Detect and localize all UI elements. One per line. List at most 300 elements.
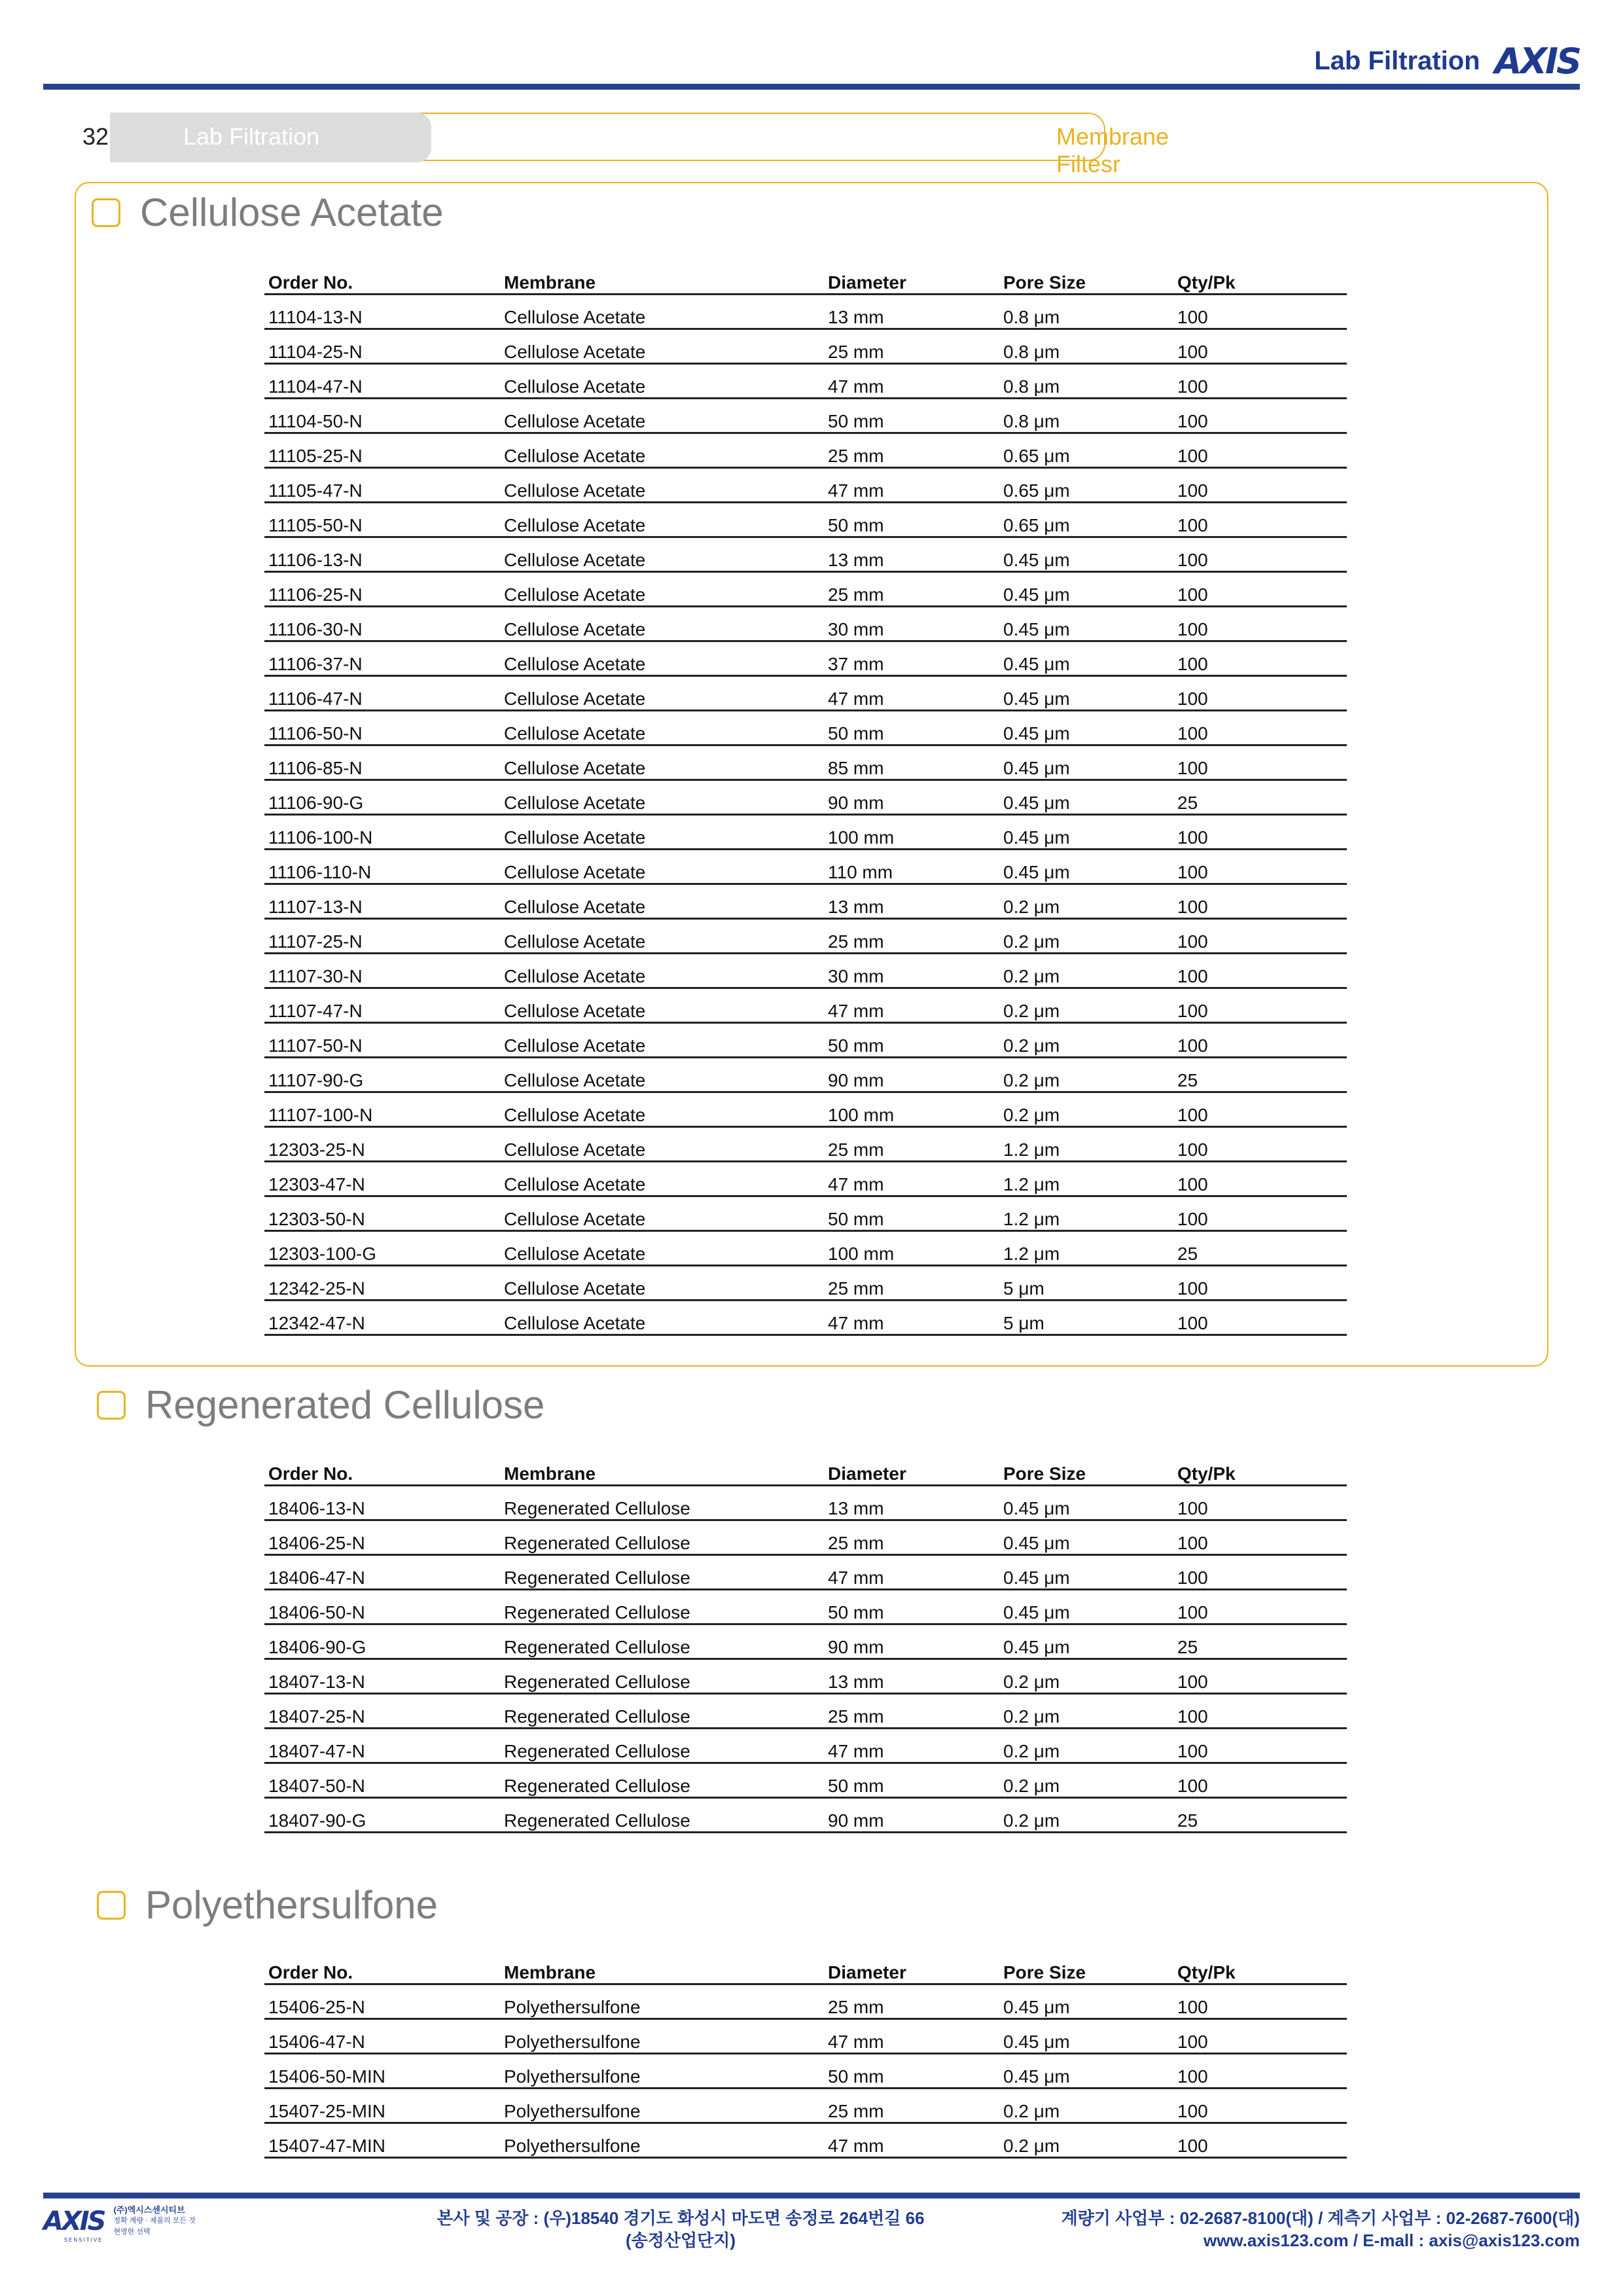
footer-logo-sub: SENSITIVE — [63, 2236, 103, 2243]
diameter-cell: 13 mm — [824, 884, 999, 919]
order-no-cell: 11107-100-N — [264, 1092, 500, 1127]
qty-pk-cell: 100 — [1173, 295, 1347, 329]
membrane-cell: Regenerated Cellulose — [500, 1694, 824, 1729]
qty-pk-cell: 100 — [1173, 1659, 1347, 1694]
qty-pk-cell: 100 — [1173, 919, 1347, 954]
table-row — [264, 1092, 1347, 1127]
table-row — [264, 919, 1347, 954]
pore-size-cell: 1.2 μm — [999, 1127, 1173, 1162]
footer-rule — [43, 2193, 1580, 2198]
table-row — [264, 1023, 1347, 1058]
membrane-cell: Regenerated Cellulose — [500, 1763, 824, 1798]
membrane-cell: Regenerated Cellulose — [500, 1486, 824, 1520]
diameter-cell: 47 mm — [824, 468, 999, 503]
diameter-cell: 47 mm — [824, 1162, 999, 1196]
pore-size-cell: 0.45 μm — [999, 1520, 1173, 1555]
diameter-cell: 25 mm — [824, 2089, 999, 2123]
qty-pk-cell: 100 — [1173, 1763, 1347, 1798]
pore-size-cell: 0.45 μm — [999, 815, 1173, 850]
diameter-cell: 25 mm — [824, 1694, 999, 1729]
qty-pk-cell: 100 — [1173, 503, 1347, 537]
membrane-cell: Cellulose Acetate — [500, 745, 824, 780]
membrane-cell: Regenerated Cellulose — [500, 1590, 824, 1624]
qty-pk-cell: 100 — [1173, 1023, 1347, 1058]
section-title-text: Regenerated Cellulose — [145, 1383, 545, 1427]
order-no-cell: 11106-90-G — [264, 780, 500, 815]
order-no-cell: 18407-90-G — [264, 1798, 500, 1833]
qty-pk-cell: 100 — [1173, 884, 1347, 919]
table-row — [264, 399, 1347, 433]
diameter-cell: 47 mm — [824, 1555, 999, 1590]
diameter-cell: 50 mm — [824, 399, 999, 433]
membrane-cell: Cellulose Acetate — [500, 641, 824, 676]
pore-size-cell: 0.45 μm — [999, 641, 1173, 676]
pore-size-cell: 0.45 μm — [999, 1486, 1173, 1520]
company-name: (주)엑시스센시티브 — [113, 2205, 185, 2215]
membrane-cell: Polyethersulfone — [500, 2054, 824, 2089]
pore-size-cell: 0.2 μm — [999, 2089, 1173, 2123]
table-row — [264, 364, 1347, 399]
pore-size-cell: 0.8 μm — [999, 329, 1173, 364]
order-no-cell: 11106-25-N — [264, 572, 500, 607]
company-slogan-1: 정확 계량 · 제품의 모든 것 — [113, 2217, 196, 2225]
col-header-pore-size: Pore Size — [999, 266, 1173, 295]
order-no-cell: 12342-47-N — [264, 1300, 500, 1335]
diameter-cell: 13 mm — [824, 1486, 999, 1520]
contact-web-email[interactable]: www.axis123.com / E-mall : axis@axis123.com — [1203, 2231, 1580, 2250]
table-header-row — [264, 266, 1347, 295]
order-no-cell: 15407-47-MIN — [264, 2123, 500, 2158]
order-no-cell: 11105-25-N — [264, 433, 500, 468]
order-no-cell: 11105-47-N — [264, 468, 500, 503]
diameter-cell: 50 mm — [824, 2054, 999, 2089]
table-row — [264, 607, 1347, 641]
diameter-cell: 25 mm — [824, 1266, 999, 1300]
checkbox-icon — [97, 1391, 126, 1420]
table-row — [264, 745, 1347, 780]
qty-pk-cell: 100 — [1173, 1555, 1347, 1590]
membrane-cell: Cellulose Acetate — [500, 711, 824, 745]
membrane-cell: Polyethersulfone — [500, 2089, 824, 2123]
diameter-cell: 47 mm — [824, 2123, 999, 2158]
qty-pk-cell: 100 — [1173, 954, 1347, 988]
table-row — [264, 1162, 1347, 1196]
col-header-pore-size: Pore Size — [999, 1457, 1173, 1486]
diameter-cell: 13 mm — [824, 295, 999, 329]
order-no-cell: 11106-110-N — [264, 850, 500, 884]
col-header-qty-pk: Qty/Pk — [1173, 1457, 1347, 1486]
membrane-cell: Cellulose Acetate — [500, 295, 824, 329]
address-line-1: 본사 및 공장 : (우)18540 경기도 화성시 마도면 송정로 264번길 66 — [437, 2208, 925, 2228]
pore-size-cell: 1.2 μm — [999, 1196, 1173, 1231]
qty-pk-cell: 100 — [1173, 1984, 1347, 2019]
pore-size-cell: 0.2 μm — [999, 988, 1173, 1023]
order-no-cell: 11107-47-N — [264, 988, 500, 1023]
membrane-cell: Cellulose Acetate — [500, 364, 824, 399]
diameter-cell: 50 mm — [824, 1023, 999, 1058]
order-no-cell: 11104-47-N — [264, 364, 500, 399]
table-row — [264, 641, 1347, 676]
table-row — [264, 711, 1347, 745]
diameter-cell: 50 mm — [824, 711, 999, 745]
pore-size-cell: 0.2 μm — [999, 954, 1173, 988]
table-row — [264, 954, 1347, 988]
table-row — [264, 1624, 1347, 1659]
pore-size-cell: 0.45 μm — [999, 745, 1173, 780]
pore-size-cell: 0.2 μm — [999, 1729, 1173, 1763]
order-no-cell: 12303-47-N — [264, 1162, 500, 1196]
footer-contact — [1061, 2207, 1580, 2251]
diameter-cell: 50 mm — [824, 1196, 999, 1231]
col-header-qty-pk: Qty/Pk — [1173, 1956, 1347, 1984]
table-row — [264, 1300, 1347, 1335]
col-header-diameter: Diameter — [824, 266, 999, 295]
pore-size-cell: 0.2 μm — [999, 1058, 1173, 1092]
table-row — [264, 433, 1347, 468]
qty-pk-cell: 100 — [1173, 1266, 1347, 1300]
pore-size-cell: 0.45 μm — [999, 780, 1173, 815]
pore-size-cell: 0.2 μm — [999, 1092, 1173, 1127]
qty-pk-cell: 100 — [1173, 329, 1347, 364]
qty-pk-cell: 100 — [1173, 1694, 1347, 1729]
diameter-cell: 100 mm — [824, 1092, 999, 1127]
table-row — [264, 1058, 1347, 1092]
pore-size-cell: 0.2 μm — [999, 1023, 1173, 1058]
header-rule — [43, 84, 1580, 90]
axis-logo — [1495, 41, 1580, 82]
table-row — [264, 468, 1347, 503]
diameter-cell: 25 mm — [824, 1520, 999, 1555]
membrane-cell: Cellulose Acetate — [500, 1231, 824, 1266]
qty-pk-cell: 100 — [1173, 2054, 1347, 2089]
diameter-cell: 25 mm — [824, 919, 999, 954]
order-no-cell: 11106-30-N — [264, 607, 500, 641]
diameter-cell: 25 mm — [824, 1127, 999, 1162]
diameter-cell: 100 mm — [824, 815, 999, 850]
qty-pk-cell: 25 — [1173, 780, 1347, 815]
order-no-cell: 11106-100-N — [264, 815, 500, 850]
table-row — [264, 1984, 1347, 2019]
membrane-cell: Cellulose Acetate — [500, 1092, 824, 1127]
membrane-cell: Regenerated Cellulose — [500, 1798, 824, 1833]
diameter-cell: 25 mm — [824, 572, 999, 607]
order-no-cell: 18407-47-N — [264, 1729, 500, 1763]
membrane-cell: Cellulose Acetate — [500, 537, 824, 572]
qty-pk-cell: 25 — [1173, 1798, 1347, 1833]
table-row — [264, 1763, 1347, 1798]
order-no-cell: 12342-25-N — [264, 1266, 500, 1300]
qty-pk-cell: 100 — [1173, 676, 1347, 711]
order-no-cell: 18406-13-N — [264, 1486, 500, 1520]
diameter-cell: 90 mm — [824, 780, 999, 815]
polyethersulfone-table — [264, 1956, 1347, 2159]
membrane-cell: Cellulose Acetate — [500, 503, 824, 537]
pore-size-cell: 0.8 μm — [999, 399, 1173, 433]
order-no-cell: 11104-13-N — [264, 295, 500, 329]
membrane-cell: Polyethersulfone — [500, 2019, 824, 2054]
order-no-cell: 12303-25-N — [264, 1127, 500, 1162]
table-row — [264, 2089, 1347, 2123]
col-header-membrane: Membrane — [500, 266, 824, 295]
table-row — [264, 1590, 1347, 1624]
diameter-cell: 85 mm — [824, 745, 999, 780]
diameter-cell: 50 mm — [824, 1590, 999, 1624]
table-row — [264, 1694, 1347, 1729]
order-no-cell: 18406-90-G — [264, 1624, 500, 1659]
diameter-cell: 30 mm — [824, 954, 999, 988]
qty-pk-cell: 100 — [1173, 364, 1347, 399]
order-no-cell: 11106-85-N — [264, 745, 500, 780]
pore-size-cell: 5 μm — [999, 1300, 1173, 1335]
order-no-cell: 15406-47-N — [264, 2019, 500, 2054]
contact-phones: 계량기 사업부 : 02-2687-8100(대) / 계측기 사업부 : 02-2687-7600(대) — [1061, 2208, 1580, 2228]
qty-pk-cell: 100 — [1173, 641, 1347, 676]
membrane-cell: Cellulose Acetate — [500, 1162, 824, 1196]
membrane-cell: Polyethersulfone — [500, 1984, 824, 2019]
qty-pk-cell: 100 — [1173, 1092, 1347, 1127]
table-row — [264, 1555, 1347, 1590]
membrane-cell: Cellulose Acetate — [500, 1300, 824, 1335]
diameter-cell: 13 mm — [824, 537, 999, 572]
diameter-cell: 47 mm — [824, 364, 999, 399]
order-no-cell: 11107-13-N — [264, 884, 500, 919]
pore-size-cell: 0.2 μm — [999, 884, 1173, 919]
col-header-qty-pk: Qty/Pk — [1173, 266, 1347, 295]
membrane-cell: Cellulose Acetate — [500, 399, 824, 433]
membrane-cell: Polyethersulfone — [500, 2123, 824, 2158]
table-row — [264, 1729, 1347, 1763]
diameter-cell: 25 mm — [824, 329, 999, 364]
pore-size-cell: 0.2 μm — [999, 2123, 1173, 2158]
pore-size-cell: 0.2 μm — [999, 919, 1173, 954]
diameter-cell: 50 mm — [824, 1763, 999, 1798]
order-no-cell: 18407-13-N — [264, 1659, 500, 1694]
qty-pk-cell: 100 — [1173, 1486, 1347, 1520]
table-row — [264, 676, 1347, 711]
pore-size-cell: 0.45 μm — [999, 1555, 1173, 1590]
order-no-cell: 11106-47-N — [264, 676, 500, 711]
membrane-cell: Regenerated Cellulose — [500, 1624, 824, 1659]
col-header-diameter: Diameter — [824, 1956, 999, 1984]
table-row — [264, 1520, 1347, 1555]
table-row — [264, 1266, 1347, 1300]
footer-company — [114, 2204, 196, 2238]
membrane-cell: Cellulose Acetate — [500, 468, 824, 503]
pore-size-cell: 0.65 μm — [999, 503, 1173, 537]
diameter-cell: 90 mm — [824, 1058, 999, 1092]
diameter-cell: 30 mm — [824, 607, 999, 641]
order-no-cell: 12303-100-G — [264, 1231, 500, 1266]
col-header-order-no: Order No. — [264, 1457, 500, 1486]
diameter-cell: 47 mm — [824, 2019, 999, 2054]
order-no-cell: 11107-90-G — [264, 1058, 500, 1092]
axis-logo-text: AXIS — [1494, 41, 1580, 82]
diameter-cell: 47 mm — [824, 1300, 999, 1335]
membrane-cell: Cellulose Acetate — [500, 1058, 824, 1092]
order-no-cell: 11106-13-N — [264, 537, 500, 572]
table-row — [264, 1231, 1347, 1266]
col-header-membrane: Membrane — [500, 1956, 824, 1984]
diameter-cell: 47 mm — [824, 1729, 999, 1763]
pore-size-cell: 0.45 μm — [999, 572, 1173, 607]
membrane-cell: Regenerated Cellulose — [500, 1520, 824, 1555]
membrane-cell: Cellulose Acetate — [500, 780, 824, 815]
qty-pk-cell: 100 — [1173, 850, 1347, 884]
diameter-cell: 110 mm — [824, 850, 999, 884]
order-no-cell: 11107-25-N — [264, 919, 500, 954]
footer-logo-text: AXIS — [43, 2206, 105, 2236]
order-no-cell: 11105-50-N — [264, 503, 500, 537]
membrane-cell: Cellulose Acetate — [500, 850, 824, 884]
diameter-cell: 90 mm — [824, 1798, 999, 1833]
section-name: Membrane Filtesr — [1056, 123, 1169, 177]
qty-pk-cell: 100 — [1173, 607, 1347, 641]
pore-size-cell: 0.2 μm — [999, 1659, 1173, 1694]
order-no-cell: 11106-37-N — [264, 641, 500, 676]
order-no-cell: 18406-25-N — [264, 1520, 500, 1555]
col-header-order-no: Order No. — [264, 1956, 500, 1984]
pore-size-cell: 0.45 μm — [999, 1590, 1173, 1624]
checkbox-icon — [92, 198, 120, 227]
order-no-cell: 15406-25-N — [264, 1984, 500, 2019]
pore-size-cell: 0.2 μm — [999, 1763, 1173, 1798]
order-no-cell: 11106-50-N — [264, 711, 500, 745]
qty-pk-cell: 25 — [1173, 1231, 1347, 1266]
qty-pk-cell: 25 — [1173, 1624, 1347, 1659]
order-no-cell: 11107-30-N — [264, 954, 500, 988]
qty-pk-cell: 100 — [1173, 1729, 1347, 1763]
col-header-order-no: Order No. — [264, 266, 500, 295]
membrane-cell: Cellulose Acetate — [500, 954, 824, 988]
membrane-cell: Cellulose Acetate — [500, 1266, 824, 1300]
order-no-cell: 11104-50-N — [264, 399, 500, 433]
qty-pk-cell: 100 — [1173, 2019, 1347, 2054]
order-no-cell: 18407-50-N — [264, 1763, 500, 1798]
table-header-row — [264, 1956, 1347, 1984]
pore-size-cell: 0.45 μm — [999, 711, 1173, 745]
pore-size-cell: 0.45 μm — [999, 1984, 1173, 2019]
table-row — [264, 1196, 1347, 1231]
header-title: Lab Filtration — [1314, 46, 1480, 75]
membrane-cell: Cellulose Acetate — [500, 607, 824, 641]
table-row — [264, 295, 1347, 329]
col-header-pore-size: Pore Size — [999, 1956, 1173, 1984]
membrane-cell: Cellulose Acetate — [500, 815, 824, 850]
diameter-cell: 25 mm — [824, 433, 999, 468]
order-no-cell: 18407-25-N — [264, 1694, 500, 1729]
pore-size-cell: 0.45 μm — [999, 607, 1173, 641]
membrane-cell: Cellulose Acetate — [500, 1023, 824, 1058]
table-row — [264, 850, 1347, 884]
table-row — [264, 1486, 1347, 1520]
qty-pk-cell: 100 — [1173, 1520, 1347, 1555]
diameter-cell: 50 mm — [824, 503, 999, 537]
qty-pk-cell: 100 — [1173, 1162, 1347, 1196]
pore-size-cell: 0.45 μm — [999, 850, 1173, 884]
footer-logo-block — [43, 2204, 196, 2243]
pore-size-cell: 0.45 μm — [999, 2054, 1173, 2089]
pore-size-cell: 0.8 μm — [999, 295, 1173, 329]
membrane-cell: Regenerated Cellulose — [500, 1555, 824, 1590]
pore-size-cell: 0.45 μm — [999, 676, 1173, 711]
membrane-cell: Cellulose Acetate — [500, 572, 824, 607]
pore-size-cell: 0.65 μm — [999, 468, 1173, 503]
membrane-cell: Cellulose Acetate — [500, 1196, 824, 1231]
pore-size-cell: 0.2 μm — [999, 1694, 1173, 1729]
table-row — [264, 1798, 1347, 1833]
pore-size-cell: 0.45 μm — [999, 2019, 1173, 2054]
qty-pk-cell: 25 — [1173, 1058, 1347, 1092]
table-row — [264, 2123, 1347, 2158]
pore-size-cell: 1.2 μm — [999, 1231, 1173, 1266]
diameter-cell: 13 mm — [824, 1659, 999, 1694]
qty-pk-cell: 100 — [1173, 468, 1347, 503]
section-title-text: Cellulose Acetate — [140, 190, 444, 234]
order-no-cell: 11107-50-N — [264, 1023, 500, 1058]
page-tab-bar — [43, 113, 1169, 177]
pore-size-cell: 5 μm — [999, 1266, 1173, 1300]
footer-axis-logo — [43, 2206, 105, 2243]
qty-pk-cell: 100 — [1173, 1127, 1347, 1162]
order-no-cell: 18406-50-N — [264, 1590, 500, 1624]
qty-pk-cell: 100 — [1173, 815, 1347, 850]
pore-size-cell: 0.2 μm — [999, 1798, 1173, 1833]
pore-size-cell: 1.2 μm — [999, 1162, 1173, 1196]
order-no-cell: 18406-47-N — [264, 1555, 500, 1590]
table-row — [264, 1127, 1347, 1162]
membrane-cell: Cellulose Acetate — [500, 329, 824, 364]
membrane-cell: Regenerated Cellulose — [500, 1729, 824, 1763]
membrane-cell: Cellulose Acetate — [500, 988, 824, 1023]
checkbox-icon — [97, 1891, 126, 1920]
diameter-cell: 37 mm — [824, 641, 999, 676]
table-row — [264, 572, 1347, 607]
qty-pk-cell: 100 — [1173, 2123, 1347, 2158]
membrane-cell: Cellulose Acetate — [500, 884, 824, 919]
diameter-cell: 47 mm — [824, 676, 999, 711]
qty-pk-cell: 100 — [1173, 1300, 1347, 1335]
company-slogan-2: 현명한 선택 — [113, 2228, 151, 2236]
table-row — [264, 780, 1347, 815]
section-title-text: Polyethersulfone — [145, 1883, 438, 1927]
regenerated-cellulose-table — [264, 1457, 1347, 1833]
qty-pk-cell: 100 — [1173, 572, 1347, 607]
order-no-cell: 12303-50-N — [264, 1196, 500, 1231]
table-row — [264, 2054, 1347, 2089]
qty-pk-cell: 100 — [1173, 537, 1347, 572]
footer-address — [393, 2207, 969, 2251]
diameter-cell: 90 mm — [824, 1624, 999, 1659]
table-header-row — [264, 1457, 1347, 1486]
qty-pk-cell: 100 — [1173, 1196, 1347, 1231]
table-row — [264, 1659, 1347, 1694]
qty-pk-cell: 100 — [1173, 745, 1347, 780]
table-row — [264, 2019, 1347, 2054]
qty-pk-cell: 100 — [1173, 399, 1347, 433]
table-row — [264, 884, 1347, 919]
diameter-cell: 25 mm — [824, 1984, 999, 2019]
diameter-cell: 47 mm — [824, 988, 999, 1023]
table-row — [264, 537, 1347, 572]
qty-pk-cell: 100 — [1173, 1590, 1347, 1624]
membrane-cell: Cellulose Acetate — [500, 676, 824, 711]
pore-size-cell: 0.45 μm — [999, 537, 1173, 572]
order-no-cell: 15406-50-MIN — [264, 2054, 500, 2089]
page-number: 32 — [82, 123, 109, 150]
section-title-polyethersulfone — [97, 1882, 438, 1928]
qty-pk-cell: 100 — [1173, 433, 1347, 468]
table-row — [264, 815, 1347, 850]
